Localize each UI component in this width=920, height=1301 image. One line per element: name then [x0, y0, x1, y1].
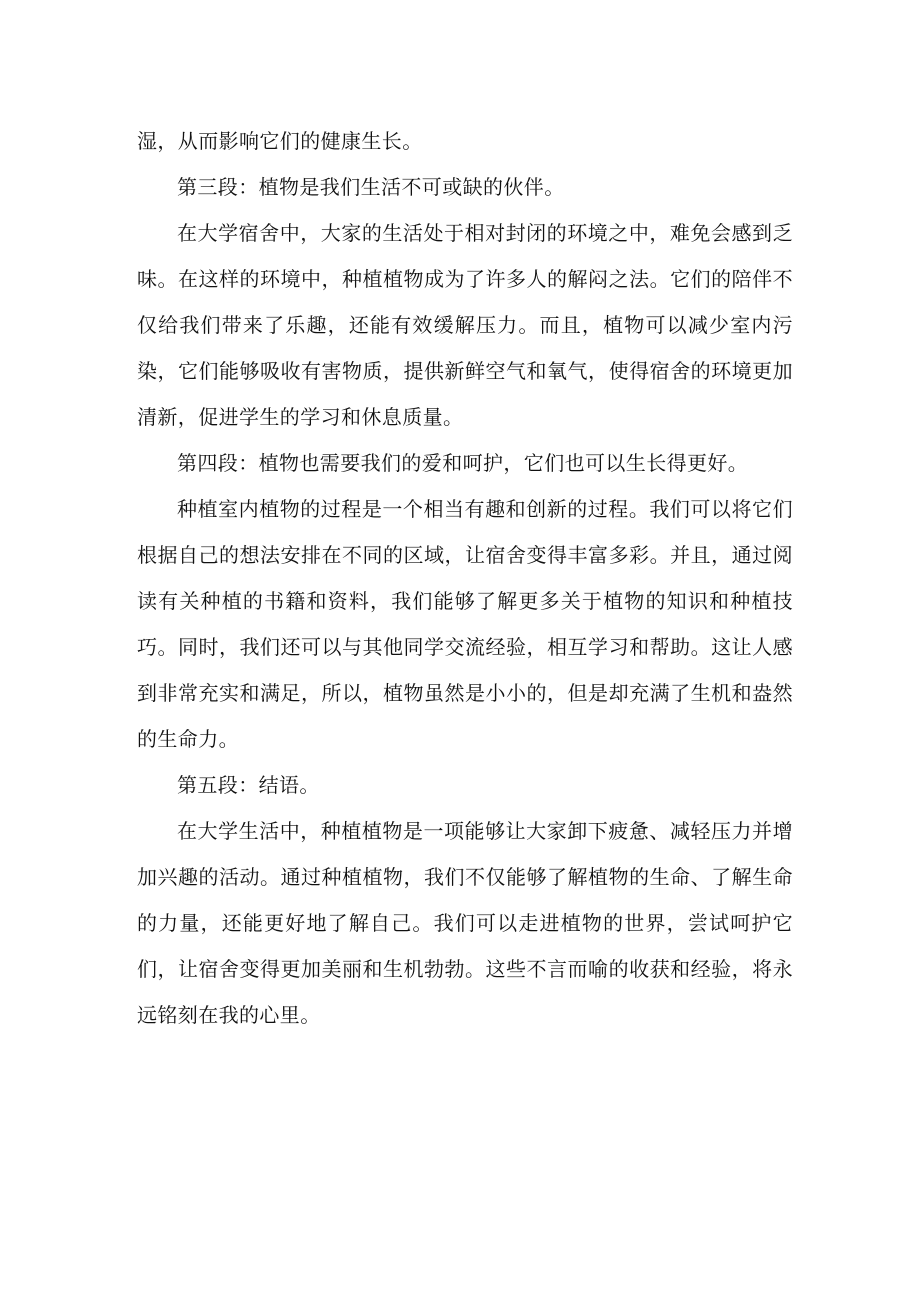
paragraph-section-5-body: 在大学生活中，种植植物是一项能够让大家卸下疲惫、减轻压力并增加兴趣的活动。通过种植植物，我们不仅能够了解植物的生命、了解生命的力量，还能更好地了解自己。我们可以走进植物的世界，尝试呵护它们，让宿舍变得更加美丽和生机勃勃。这些不言而喻的收获和经验，将永远铭刻在我的心里。	[137, 819, 793, 1027]
document-body	[137, 118, 793, 1038]
paragraph-heading-section-4: 第四段：植物也需要我们的爱和呵护，它们也可以生长得更好。	[177, 451, 749, 475]
paragraph-heading-section-3: 第三段：植物是我们生活不可或缺的伙伴。	[177, 175, 565, 199]
paragraph-continuation: 湿，从而影响它们的健康生长。	[137, 129, 423, 153]
paragraph-section-4-body: 种植室内植物的过程是一个相当有趣和创新的过程。我们可以将它们根据自己的想法安排在不同的区域，让宿舍变得丰富多彩。并且，通过阅读有关种植的书籍和资料，我们能够了解更多关于植物的知识和种植技巧。同时，我们还可以与其他同学交流经验，相互学习和帮助。这让人感到非常充实和满足，所以，植物虽然是小小的，但是却充满了生机和盎然的生命力。	[137, 497, 793, 751]
paragraph-heading-section-5: 第五段：结语。	[177, 773, 320, 797]
paragraph-section-3-body: 在大学宿舍中，大家的生活处于相对封闭的环境之中，难免会感到乏味。在这样的环境中，种植植物成为了许多人的解闷之法。它们的陪伴不仅给我们带来了乐趣，还能有效缓解压力。而且，植物可以减少室内污染，它们能够吸收有害物质，提供新鲜空气和氧气，使得宿舍的环境更加清新，促进学生的学习和休息质量。	[137, 221, 793, 429]
